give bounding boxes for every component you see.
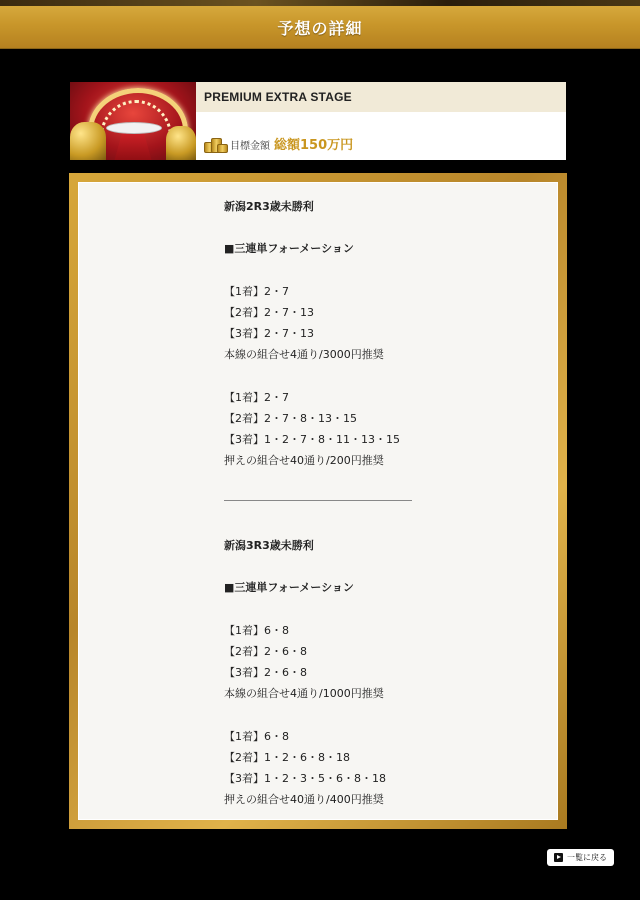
backup-first: 【1着】6・8 <box>224 729 289 743</box>
backup-first: 【1着】2・7 <box>224 390 289 404</box>
race-divider <box>224 500 412 501</box>
main-second: 【2着】2・6・8 <box>224 644 307 658</box>
backup-second: 【2着】1・2・6・8・18 <box>224 750 350 764</box>
main-summary: 本線の組合せ4通り/3000円推奨 <box>224 348 384 362</box>
backup-third: 【3着】1・2・7・8・11・13・15 <box>224 433 400 447</box>
main-third: 【3着】2・7・13 <box>224 327 314 341</box>
play-arrow-icon <box>554 853 563 862</box>
banner-info <box>196 82 566 160</box>
plan-title: PREMIUM EXTRA STAGE <box>196 82 566 112</box>
target-value: 総額150万円 <box>274 138 354 153</box>
prediction-content <box>224 196 524 810</box>
target-amount <box>196 112 566 160</box>
race-name: 新潟2R3歳未勝利 <box>224 200 314 213</box>
main-summary: 本線の組合せ4通り/1000円推奨 <box>224 687 384 701</box>
stage-banner-image <box>70 82 196 160</box>
bet-type: ■三連単フォーメーション <box>224 242 354 256</box>
back-to-list-label: 一覧に戻る <box>567 853 607 862</box>
page-title: 予想の詳細 <box>277 18 363 38</box>
backup-summary: 押えの組合せ40通り/400円推奨 <box>224 793 384 807</box>
coin-stack-icon <box>204 137 226 153</box>
plan-banner <box>70 82 566 160</box>
page-header <box>0 6 640 49</box>
main-third: 【3着】2・6・8 <box>224 666 307 680</box>
backup-summary: 押えの組合せ40通り/200円推奨 <box>224 454 384 468</box>
main-first: 【1着】6・8 <box>224 623 289 637</box>
target-label: 目標金額 <box>230 141 270 152</box>
backup-third: 【3着】1・2・3・5・6・8・18 <box>224 772 386 786</box>
back-to-list-button[interactable] <box>547 849 614 866</box>
main-first: 【1着】2・7 <box>224 284 289 298</box>
bet-type: ■三連単フォーメーション <box>224 581 354 595</box>
main-second: 【2着】2・7・13 <box>224 305 314 319</box>
backup-second: 【2着】2・7・8・13・15 <box>224 411 357 425</box>
race-name: 新潟3R3歳未勝利 <box>224 539 314 552</box>
